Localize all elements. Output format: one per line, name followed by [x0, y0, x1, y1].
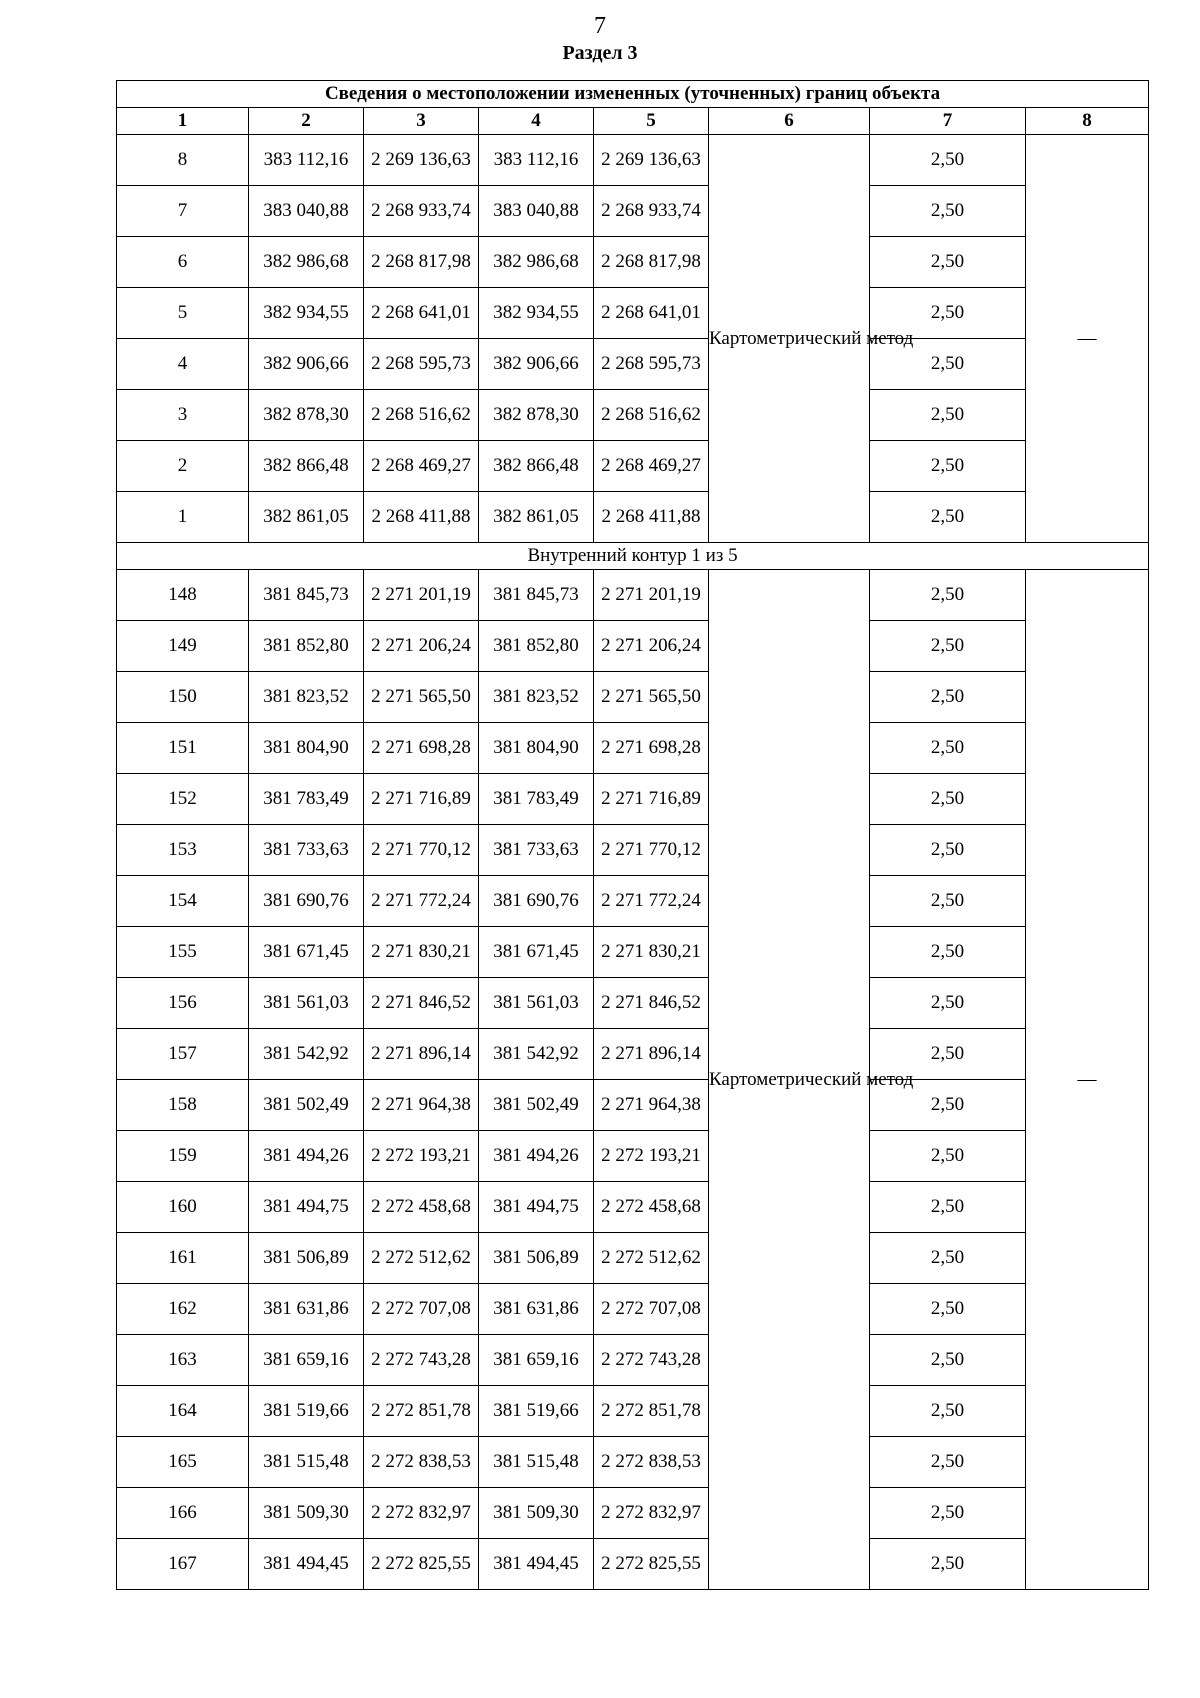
accuracy-value: 2,50: [870, 1233, 1026, 1284]
page-number: 7: [594, 13, 606, 39]
y-new: 2 272 832,97: [594, 1488, 709, 1539]
point-number: 152: [117, 774, 249, 825]
y-new: 2 268 817,98: [594, 237, 709, 288]
x-existing: 382 934,55: [249, 288, 364, 339]
x-new: 381 506,89: [479, 1233, 594, 1284]
method-cell: Картометрический метод: [709, 570, 870, 1590]
accuracy-value: 2,50: [870, 1029, 1026, 1080]
x-existing: 382 986,68: [249, 237, 364, 288]
table-row: [117, 288, 1149, 339]
x-existing: 381 804,90: [249, 723, 364, 774]
y-new: 2 272 707,08: [594, 1284, 709, 1335]
x-existing: 381 733,63: [249, 825, 364, 876]
table-row: [117, 339, 1149, 390]
point-number: 155: [117, 927, 249, 978]
column-header-6: 6: [709, 108, 870, 135]
y-new: 2 271 964,38: [594, 1080, 709, 1131]
y-existing: 2 271 770,12: [364, 825, 479, 876]
point-number: 163: [117, 1335, 249, 1386]
y-existing: 2 268 817,98: [364, 237, 479, 288]
accuracy-value: 2,50: [870, 288, 1026, 339]
table-row: [117, 723, 1149, 774]
contour-row: [117, 543, 1149, 570]
accuracy-value: 2,50: [870, 237, 1026, 288]
x-existing: 381 519,66: [249, 1386, 364, 1437]
y-existing: 2 271 698,28: [364, 723, 479, 774]
y-existing: 2 271 964,38: [364, 1080, 479, 1131]
y-new: 2 271 896,14: [594, 1029, 709, 1080]
y-new: 2 268 641,01: [594, 288, 709, 339]
x-new: 382 861,05: [479, 492, 594, 543]
y-existing: 2 271 830,21: [364, 927, 479, 978]
x-existing: 382 906,66: [249, 339, 364, 390]
point-number: 165: [117, 1437, 249, 1488]
table-row: [117, 1131, 1149, 1182]
accuracy-value: 2,50: [870, 621, 1026, 672]
y-new: 2 271 770,12: [594, 825, 709, 876]
table-row: [117, 927, 1149, 978]
x-new: 381 494,45: [479, 1539, 594, 1590]
accuracy-value: 2,50: [870, 492, 1026, 543]
x-existing: 381 823,52: [249, 672, 364, 723]
x-new: 381 690,76: [479, 876, 594, 927]
point-number: 149: [117, 621, 249, 672]
y-new: 2 272 825,55: [594, 1539, 709, 1590]
accuracy-value: 2,50: [870, 978, 1026, 1029]
x-existing: 381 506,89: [249, 1233, 364, 1284]
accuracy-value: 2,50: [870, 570, 1026, 621]
table-row: [117, 876, 1149, 927]
y-existing: 2 271 565,50: [364, 672, 479, 723]
x-new: 382 934,55: [479, 288, 594, 339]
note-cell: —: [1026, 135, 1149, 543]
column-header-4: 4: [479, 108, 594, 135]
accuracy-value: 2,50: [870, 1080, 1026, 1131]
accuracy-value: 2,50: [870, 390, 1026, 441]
accuracy-value: 2,50: [870, 1131, 1026, 1182]
point-number: 159: [117, 1131, 249, 1182]
section-title: Раздел 3: [562, 42, 638, 64]
y-existing: 2 271 846,52: [364, 978, 479, 1029]
table-row: [117, 978, 1149, 1029]
accuracy-value: 2,50: [870, 723, 1026, 774]
point-number: 156: [117, 978, 249, 1029]
x-new: 381 823,52: [479, 672, 594, 723]
table-row: [117, 441, 1149, 492]
x-existing: 381 631,86: [249, 1284, 364, 1335]
accuracy-value: 2,50: [870, 1386, 1026, 1437]
point-number: 151: [117, 723, 249, 774]
column-header-2: 2: [249, 108, 364, 135]
accuracy-value: 2,50: [870, 774, 1026, 825]
table-row: [117, 1284, 1149, 1335]
table-row: [117, 621, 1149, 672]
x-existing: 381 690,76: [249, 876, 364, 927]
x-new: 381 845,73: [479, 570, 594, 621]
column-header-5: 5: [594, 108, 709, 135]
point-number: 154: [117, 876, 249, 927]
x-existing: 381 494,26: [249, 1131, 364, 1182]
y-existing: 2 268 641,01: [364, 288, 479, 339]
y-existing: 2 272 193,21: [364, 1131, 479, 1182]
x-existing: 381 542,92: [249, 1029, 364, 1080]
accuracy-value: 2,50: [870, 135, 1026, 186]
y-existing: 2 271 716,89: [364, 774, 479, 825]
table-row: [117, 1233, 1149, 1284]
y-existing: 2 272 838,53: [364, 1437, 479, 1488]
y-existing: 2 272 707,08: [364, 1284, 479, 1335]
x-new: 382 906,66: [479, 339, 594, 390]
y-existing: 2 272 851,78: [364, 1386, 479, 1437]
point-number: 8: [117, 135, 249, 186]
x-new: 381 515,48: [479, 1437, 594, 1488]
y-existing: 2 271 772,24: [364, 876, 479, 927]
column-header-3: 3: [364, 108, 479, 135]
point-number: 164: [117, 1386, 249, 1437]
x-new: 381 852,80: [479, 621, 594, 672]
y-existing: 2 271 896,14: [364, 1029, 479, 1080]
x-existing: 383 112,16: [249, 135, 364, 186]
contour-label: Внутренний контур 1 из 5: [117, 543, 1149, 570]
y-new: 2 271 201,19: [594, 570, 709, 621]
point-number: 167: [117, 1539, 249, 1590]
y-new: 2 268 516,62: [594, 390, 709, 441]
y-new: 2 268 469,27: [594, 441, 709, 492]
x-new: 381 509,30: [479, 1488, 594, 1539]
y-new: 2 268 933,74: [594, 186, 709, 237]
accuracy-value: 2,50: [870, 927, 1026, 978]
x-new: 382 866,48: [479, 441, 594, 492]
y-new: 2 268 595,73: [594, 339, 709, 390]
accuracy-value: 2,50: [870, 672, 1026, 723]
y-new: 2 271 565,50: [594, 672, 709, 723]
y-existing: 2 268 469,27: [364, 441, 479, 492]
x-new: 381 494,26: [479, 1131, 594, 1182]
note-cell: —: [1026, 570, 1149, 1590]
x-existing: 382 866,48: [249, 441, 364, 492]
y-existing: 2 272 512,62: [364, 1233, 479, 1284]
table-row: [117, 774, 1149, 825]
y-new: 2 271 698,28: [594, 723, 709, 774]
y-existing: 2 269 136,63: [364, 135, 479, 186]
y-new: 2 272 838,53: [594, 1437, 709, 1488]
point-number: 157: [117, 1029, 249, 1080]
x-existing: 381 852,80: [249, 621, 364, 672]
accuracy-value: 2,50: [870, 1539, 1026, 1590]
y-new: 2 271 716,89: [594, 774, 709, 825]
table-row: [117, 1437, 1149, 1488]
x-existing: 382 861,05: [249, 492, 364, 543]
point-number: 166: [117, 1488, 249, 1539]
point-number: 160: [117, 1182, 249, 1233]
x-new: 382 986,68: [479, 237, 594, 288]
y-new: 2 272 458,68: [594, 1182, 709, 1233]
y-new: 2 272 851,78: [594, 1386, 709, 1437]
y-new: 2 268 411,88: [594, 492, 709, 543]
y-existing: 2 272 458,68: [364, 1182, 479, 1233]
x-new: 381 519,66: [479, 1386, 594, 1437]
x-new: 381 631,86: [479, 1284, 594, 1335]
table-row: [117, 1488, 1149, 1539]
point-number: 2: [117, 441, 249, 492]
point-number: 148: [117, 570, 249, 621]
accuracy-value: 2,50: [870, 1437, 1026, 1488]
y-new: 2 272 512,62: [594, 1233, 709, 1284]
table-row: [117, 1386, 1149, 1437]
table-row: [117, 390, 1149, 441]
x-new: 381 494,75: [479, 1182, 594, 1233]
x-new: 381 659,16: [479, 1335, 594, 1386]
table-row: [117, 1182, 1149, 1233]
x-new: 381 671,45: [479, 927, 594, 978]
y-existing: 2 271 201,19: [364, 570, 479, 621]
table-row: [117, 135, 1149, 186]
x-existing: 381 515,48: [249, 1437, 364, 1488]
method-cell: Картометрический метод: [709, 135, 870, 543]
x-existing: 381 494,75: [249, 1182, 364, 1233]
x-new: 383 112,16: [479, 135, 594, 186]
point-number: 7: [117, 186, 249, 237]
point-number: 161: [117, 1233, 249, 1284]
y-existing: 2 272 832,97: [364, 1488, 479, 1539]
table-row: [117, 1029, 1149, 1080]
point-number: 5: [117, 288, 249, 339]
accuracy-value: 2,50: [870, 1335, 1026, 1386]
y-existing: 2 268 411,88: [364, 492, 479, 543]
x-new: 381 783,49: [479, 774, 594, 825]
table-row: [117, 186, 1149, 237]
x-existing: 381 659,16: [249, 1335, 364, 1386]
table-row: [117, 1080, 1149, 1131]
point-number: 153: [117, 825, 249, 876]
accuracy-value: 2,50: [870, 876, 1026, 927]
accuracy-value: 2,50: [870, 825, 1026, 876]
x-existing: 381 783,49: [249, 774, 364, 825]
y-new: 2 271 772,24: [594, 876, 709, 927]
y-existing: 2 268 516,62: [364, 390, 479, 441]
table-title: Сведения о местоположении измененных (уточненных) границ объекта: [117, 81, 1149, 108]
column-header-1: 1: [117, 108, 249, 135]
accuracy-value: 2,50: [870, 1488, 1026, 1539]
x-new: 381 502,49: [479, 1080, 594, 1131]
x-existing: 381 502,49: [249, 1080, 364, 1131]
x-existing: 381 671,45: [249, 927, 364, 978]
x-existing: 381 509,30: [249, 1488, 364, 1539]
x-new: 383 040,88: [479, 186, 594, 237]
y-new: 2 269 136,63: [594, 135, 709, 186]
table-row: [117, 1539, 1149, 1590]
table-row: [117, 237, 1149, 288]
x-existing: 381 845,73: [249, 570, 364, 621]
y-existing: 2 268 933,74: [364, 186, 479, 237]
x-new: 381 804,90: [479, 723, 594, 774]
point-number: 3: [117, 390, 249, 441]
accuracy-value: 2,50: [870, 441, 1026, 492]
y-new: 2 271 830,21: [594, 927, 709, 978]
x-new: 382 878,30: [479, 390, 594, 441]
x-new: 381 561,03: [479, 978, 594, 1029]
x-new: 381 542,92: [479, 1029, 594, 1080]
y-new: 2 272 743,28: [594, 1335, 709, 1386]
y-existing: 2 268 595,73: [364, 339, 479, 390]
point-number: 6: [117, 237, 249, 288]
x-existing: 382 878,30: [249, 390, 364, 441]
x-existing: 381 494,45: [249, 1539, 364, 1590]
y-existing: 2 272 743,28: [364, 1335, 479, 1386]
y-new: 2 272 193,21: [594, 1131, 709, 1182]
table-row: [117, 1335, 1149, 1386]
accuracy-value: 2,50: [870, 1182, 1026, 1233]
x-existing: 381 561,03: [249, 978, 364, 1029]
point-number: 150: [117, 672, 249, 723]
column-header-8: 8: [1026, 108, 1149, 135]
accuracy-value: 2,50: [870, 339, 1026, 390]
y-existing: 2 272 825,55: [364, 1539, 479, 1590]
accuracy-value: 2,50: [870, 186, 1026, 237]
y-existing: 2 271 206,24: [364, 621, 479, 672]
x-existing: 383 040,88: [249, 186, 364, 237]
coordinates-table: [116, 80, 1149, 1590]
point-number: 4: [117, 339, 249, 390]
y-new: 2 271 206,24: [594, 621, 709, 672]
point-number: 162: [117, 1284, 249, 1335]
accuracy-value: 2,50: [870, 1284, 1026, 1335]
column-header-7: 7: [870, 108, 1026, 135]
table-row: [117, 492, 1149, 543]
point-number: 1: [117, 492, 249, 543]
table-row: [117, 570, 1149, 621]
table-row: [117, 672, 1149, 723]
table-row: [117, 825, 1149, 876]
point-number: 158: [117, 1080, 249, 1131]
x-new: 381 733,63: [479, 825, 594, 876]
y-new: 2 271 846,52: [594, 978, 709, 1029]
